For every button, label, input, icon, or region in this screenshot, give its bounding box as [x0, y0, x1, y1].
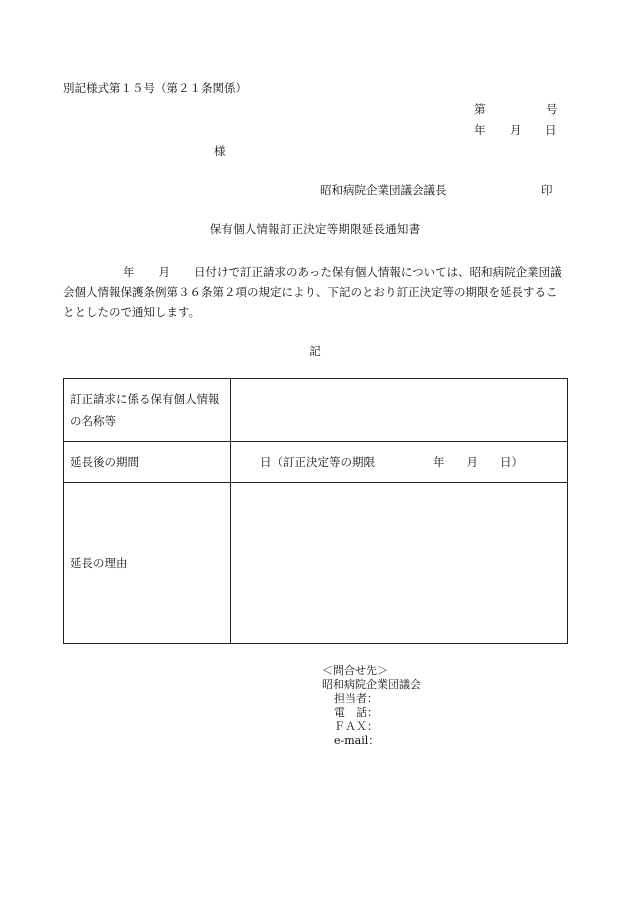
seal-mark: 印 — [541, 183, 553, 197]
body-line-1 — [63, 262, 568, 282]
document-number-prefix: 第 — [474, 102, 486, 116]
period-year: 年 — [433, 455, 445, 469]
date-month-label: 月 — [510, 123, 522, 137]
addressee: 様 — [214, 144, 226, 158]
document-number — [474, 101, 558, 117]
reason-field[interactable] — [231, 483, 568, 644]
body-line-3: ととしたので通知します。 — [63, 305, 201, 319]
contact-phone: 電 話： — [334, 706, 378, 719]
detail-table — [63, 378, 568, 644]
contact-person: 担当者： — [334, 692, 378, 705]
period-day: 日（訂正決定等の期限 — [260, 455, 375, 469]
body-year: 年 — [123, 265, 135, 279]
date-day-label: 日 — [545, 123, 557, 137]
reason-label: 延長の理由 — [64, 483, 231, 644]
table-row — [64, 379, 568, 442]
period-end: 日） — [500, 455, 523, 469]
period-label: 延長後の期間 — [64, 442, 231, 483]
contact-info — [322, 664, 421, 748]
table-row — [64, 483, 568, 644]
body-line-1-text: 日付けで訂正請求のあった保有個人情報については、昭和病院企業団議 — [194, 265, 562, 279]
body-month: 月 — [158, 265, 170, 279]
period-month: 月 — [466, 455, 478, 469]
date-year-label: 年 — [474, 123, 486, 137]
document-title: 保有個人情報訂正決定等期限延長通知書 — [209, 222, 421, 236]
info-name-label: 訂正請求に係る保有個人情報 の名称等 — [64, 379, 231, 442]
contact-fax: ＦＡＸ： — [334, 720, 378, 733]
table-row — [64, 442, 568, 483]
period-field[interactable] — [231, 442, 568, 483]
ki-heading: 記 — [309, 344, 321, 358]
contact-org: 昭和病院企業団議会 — [322, 678, 421, 691]
body-line-2: 会個人情報保護条例第３６条第２項の規定により、下記のとおり訂正決定等の期限を延長するこ — [63, 285, 558, 299]
notice-body — [63, 262, 568, 322]
info-name-field[interactable] — [231, 379, 568, 442]
contact-heading: ＜問合せ先＞ — [322, 664, 388, 677]
sender: 昭和病院企業団議会議長 — [320, 183, 447, 197]
form-number: 別記様式第１５号（第２１条関係） — [63, 81, 247, 95]
contact-email: e-mail： — [334, 734, 380, 747]
document-number-suffix: 号 — [546, 102, 558, 116]
